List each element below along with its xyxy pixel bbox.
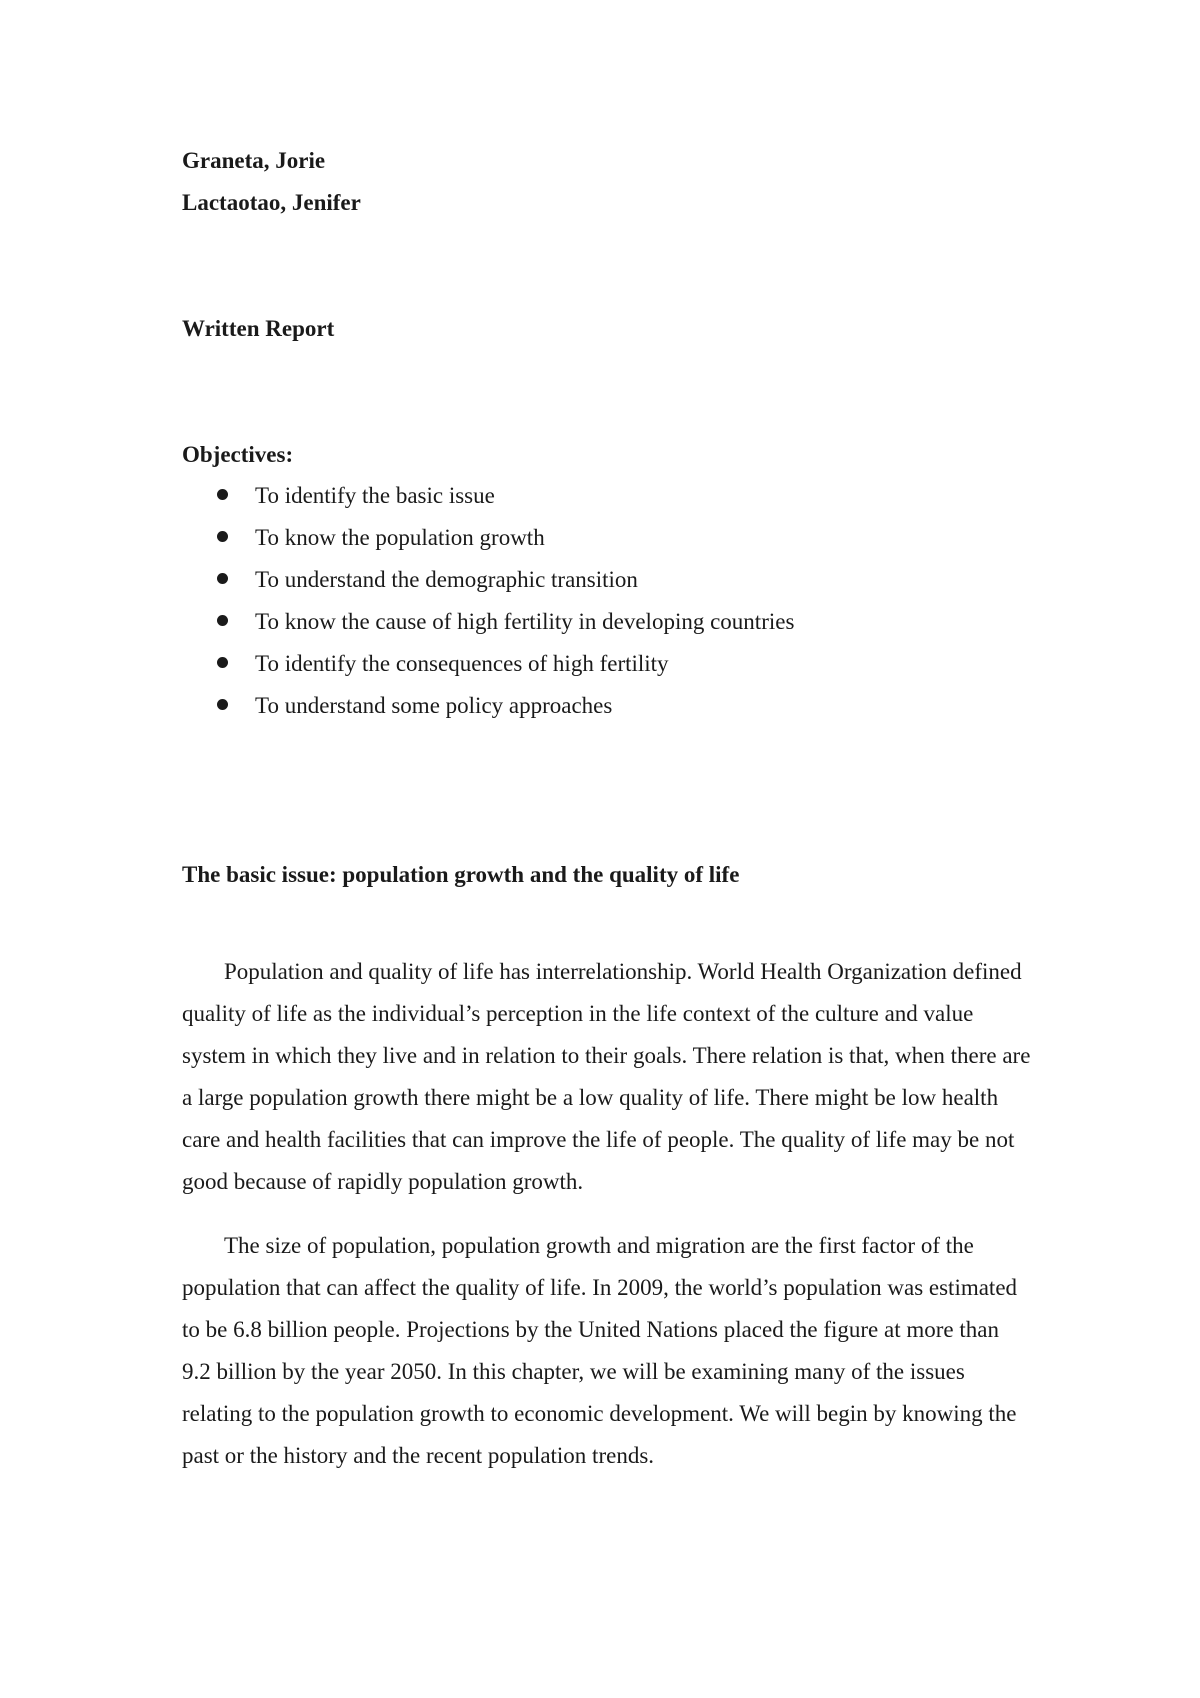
objective-text: To know the population growth bbox=[255, 525, 545, 550]
bullet-icon bbox=[217, 699, 228, 710]
report-title: Written Report bbox=[182, 316, 335, 341]
author-name: Lactaotao, Jenifer bbox=[182, 190, 361, 215]
bullet-icon bbox=[217, 615, 228, 626]
objective-text: To understand the demographic transition bbox=[255, 567, 638, 592]
section-heading: The basic issue: population growth and the quality of life bbox=[182, 862, 740, 887]
bullet-icon bbox=[217, 657, 228, 668]
objective-text: To identify the basic issue bbox=[255, 483, 495, 508]
bullet-icon bbox=[217, 573, 228, 584]
objective-text: To understand some policy approaches bbox=[255, 693, 613, 718]
bullet-icon bbox=[217, 489, 228, 500]
author-name: Graneta, Jorie bbox=[182, 148, 326, 173]
objective-text: To identify the consequences of high fertility bbox=[255, 651, 669, 676]
objective-text: To know the cause of high fertility in developing countries bbox=[255, 609, 795, 634]
bullet-icon bbox=[217, 531, 228, 542]
body-paragraph: Population and quality of life has interrelationship. World Health Organization defined quality of life as the individual’s perception in the life context of the culture and value system in which they live and in relation to their goals. There relation is that, when there are a large population growth there might be a low quality of life. There might be low health care and health facilities that can improve the life of people. The quality of life may be not good because of rapidly population growth. bbox=[182, 959, 1031, 1194]
objectives-heading: Objectives: bbox=[182, 442, 294, 467]
body-paragraph: The size of population, population growth and migration are the first factor of the population that can affect the quality of life. In 2009, the world’s population was estimated to be 6.8 billion people. Projections by the United Nations placed the figure at more than 9.2 billion by the year 2050. In this chapter, we will be examining many of the issues relating to the population growth to economic development. We will begin by knowing the past or the history and the recent population trends. bbox=[182, 1233, 1018, 1468]
